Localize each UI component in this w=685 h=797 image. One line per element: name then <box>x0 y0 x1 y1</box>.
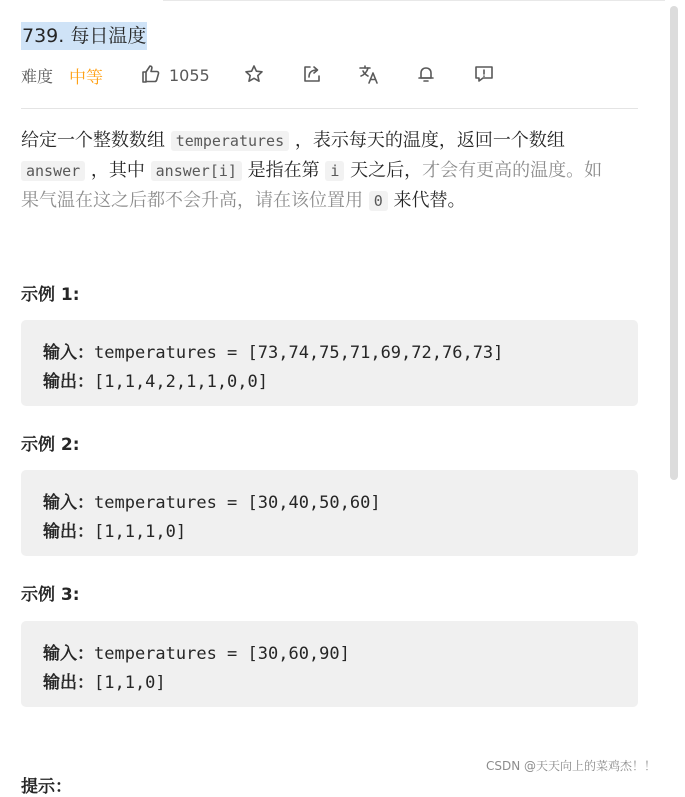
feedback-icon[interactable] <box>472 62 496 86</box>
example-2-output <box>43 517 186 542</box>
example-1-input <box>43 338 503 363</box>
problem-title: 739. 每日温度 <box>21 22 147 50</box>
example-1-output <box>43 367 268 392</box>
inline-code: answer <box>21 161 85 181</box>
desc-text: 是指在第 <box>241 160 326 181</box>
desc-text: 天之后， <box>344 160 423 181</box>
watermark: CSDN @天天向上的菜鸡杰！！ <box>486 759 657 773</box>
example-3-input <box>43 639 350 664</box>
example-2-input <box>43 488 381 513</box>
input-label: 输入： <box>43 644 94 664</box>
input-value: temperatures = [30,40,50,60] <box>94 493 381 513</box>
input-label: 输入： <box>43 343 94 363</box>
output-value: [1,1,4,2,1,1,0,0] <box>94 372 268 392</box>
example-2-title: 示例 2: <box>21 435 80 455</box>
problem-description <box>21 126 611 216</box>
example-1-box <box>21 320 638 406</box>
desc-text: 给定一个整数数组 <box>21 130 171 151</box>
desc-text: ，表示每天的温度，返回一个数组 <box>289 130 565 151</box>
share-icon[interactable] <box>300 62 324 86</box>
desc-text-faded: 度。如果气温在这之后都不会升高，请在该位置用 <box>21 160 603 211</box>
output-label: 输出： <box>43 522 94 542</box>
problem-meta-bar <box>21 60 641 90</box>
inline-code: i <box>325 161 344 181</box>
inline-code: answer[i] <box>151 161 242 181</box>
thumbs-up-icon[interactable] <box>139 62 163 86</box>
star-icon[interactable] <box>242 62 266 86</box>
example-2-box <box>21 470 638 556</box>
difficulty-badge: 中等 <box>69 68 103 88</box>
example-3-title: 示例 3: <box>21 585 80 605</box>
example-1-title: 示例 1: <box>21 285 80 305</box>
input-label: 输入： <box>43 493 94 513</box>
input-value: temperatures = [30,60,90] <box>94 644 350 664</box>
difficulty-label: 难度 <box>21 67 54 86</box>
top-border <box>163 0 665 1</box>
output-label: 输出： <box>43 673 94 693</box>
inline-code: temperatures <box>171 131 289 151</box>
desc-text: ，其中 <box>85 160 151 181</box>
output-label: 输出： <box>43 372 94 392</box>
desc-text-faded: 才会有更高的温 <box>422 160 549 181</box>
bell-icon[interactable] <box>414 62 438 86</box>
translate-icon[interactable] <box>357 62 381 86</box>
desc-text: 来代替。 <box>387 190 466 211</box>
divider <box>21 108 638 109</box>
example-3-output <box>43 668 166 693</box>
example-3-box <box>21 621 638 707</box>
hint-title: 提示： <box>21 777 72 797</box>
inline-code: 0 <box>369 191 388 211</box>
output-value: [1,1,1,0] <box>94 522 187 542</box>
like-count: 1055 <box>169 66 210 85</box>
scrollbar-thumb[interactable] <box>670 6 678 480</box>
output-value: [1,1,0] <box>94 673 166 693</box>
input-value: temperatures = [73,74,75,71,69,72,76,73] <box>94 343 504 363</box>
